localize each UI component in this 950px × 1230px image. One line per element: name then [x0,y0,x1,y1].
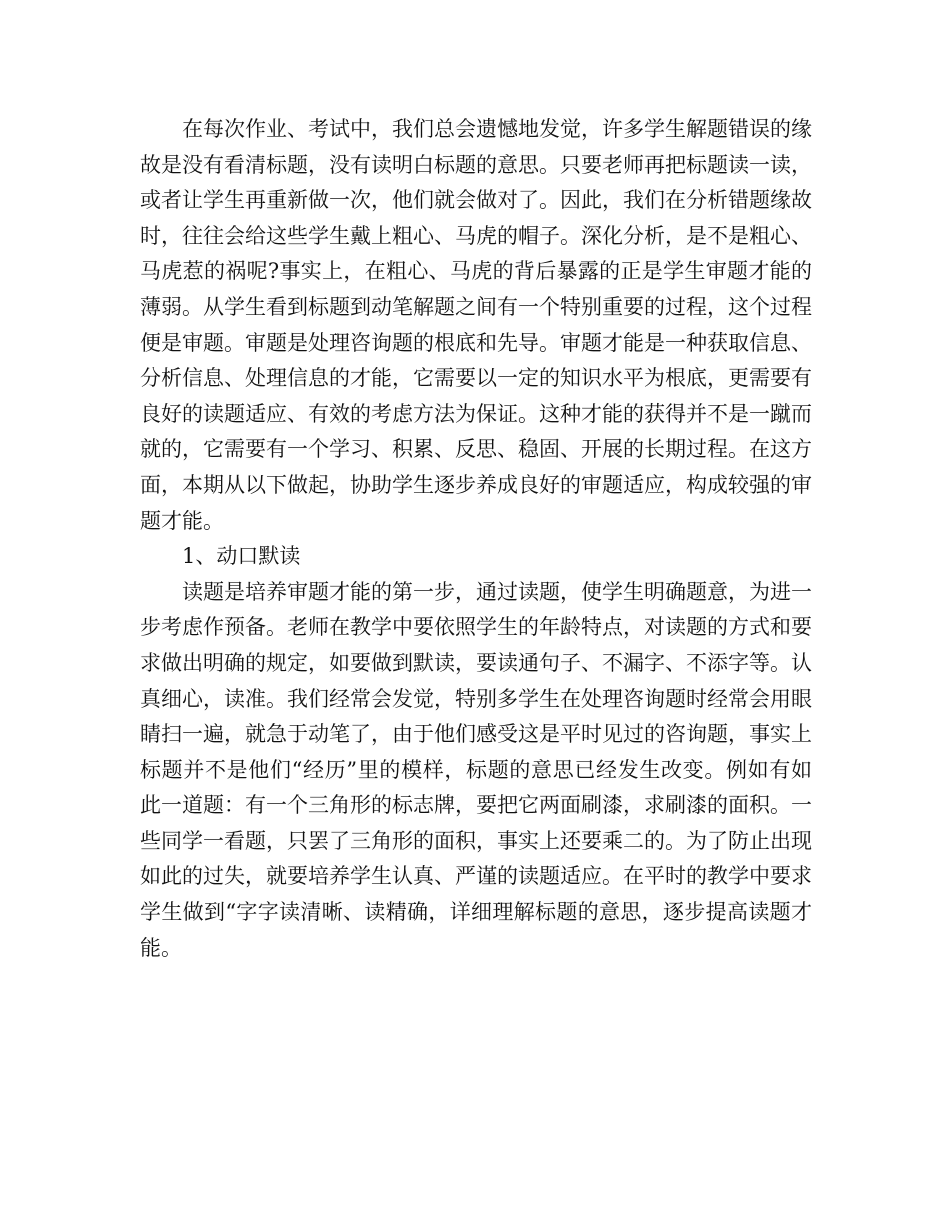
paragraph-reading: 读题是培养审题才能的第一步，通过读题，使学生明确题意，为进一步考虑作预备。老师在教学中要依照学生的年龄特点，对读题的方式和要求做出明确的规定，如要做到默读，要读通句子、不漏字、不添字等。认真细心，读准。我们经常会发觉，特别多学生在处理咨询题时经常会用眼睛扫一遍，就急于动笔了，由于他们感受这是平时见过的咨询题，事实上标题并不是他们“经历”里的模样，标题的意思已经发生改变。例如有如此一道题：有一个三角形的标志牌，要把它两面刷漆，求刷漆的面积。一些同学一看题，只罢了三角形的面积，事实上还要乘二的。为了防止出现如此的过失，就要培养学生认真、严谨的读题适应。在平时的教学中要求学生做到“字字读清晰、读精确，详细理解标题的意思，逐步提高读题才能。 [140,579,812,960]
document-body [140,112,812,966]
section-heading-1: 1、动口默读 [182,544,301,569]
paragraph-intro: 在每次作业、考试中，我们总会遗憾地发觉，许多学生解题错误的缘故是没有看清标题，没有读明白标题的意思。只要老师再把标题读一读，或者让学生再重新做一次，他们就会做对了。因此，我们在分析错题缘故时，往往会给这些学生戴上粗心、马虎的帽子。深化分析，是不是粗心、马虎惹的祸呢?事实上，在粗心、马虎的背后暴露的正是学生审题才能的薄弱。从学生看到标题到动笔解题之间有一个特别重要的过程，这个过程便是审题。审题是处理咨询题的根底和先导。审题才能是一种获取信息、分析信息、处理信息的才能，它需要以一定的知识水平为根底，更需要有良好的读题适应、有效的考虑方法为保证。这种才能的获得并不是一蹴而就的，它需要有一个学习、积累、反思、稳固、开展的长期过程。在这方面，本期从以下做起，协助学生逐步养成良好的审题适应，构成较强的审题才能。 [140,117,812,533]
